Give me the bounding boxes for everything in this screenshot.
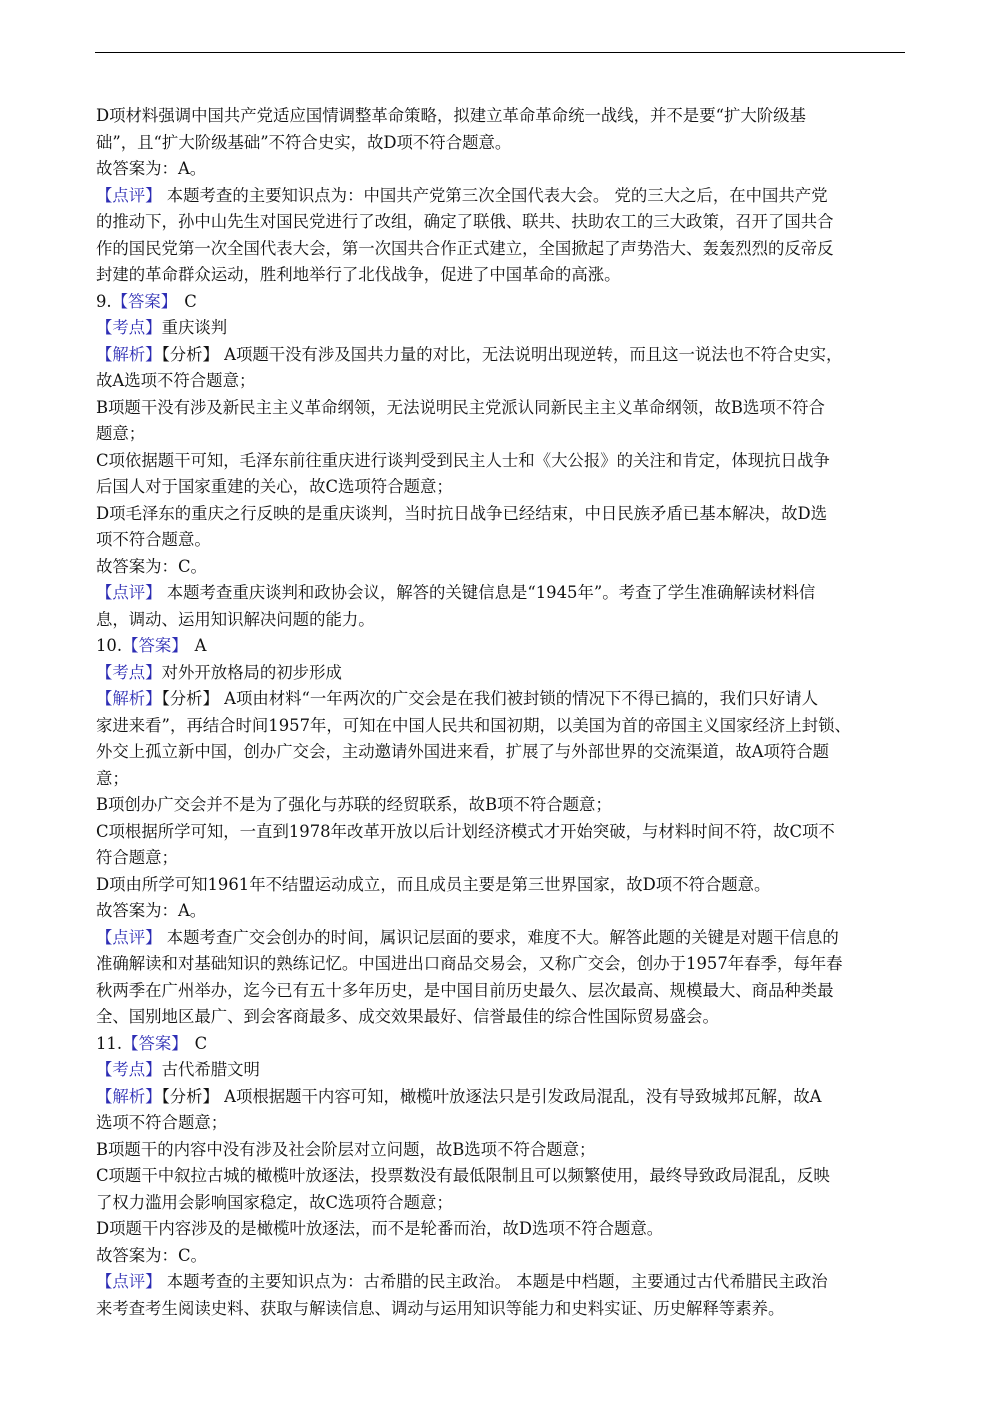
line-text: 来考查考生阅读史料、获取与解读信息、调动与运用知识等能力和史料实证、历史解释等素养。: [96, 1298, 785, 1318]
section-tag: 【答案】: [122, 1033, 188, 1053]
text-line: [96, 686, 904, 713]
line-text: 【分析】 A项根据题干内容可知，橄榄叶放逐法只是引发政局混乱，没有导致城邦瓦解，故A: [161, 1086, 822, 1106]
section-tag: 【考点】: [96, 318, 162, 337]
line-text: 家进来看”，再结合时间1957年，可知在中国人民共和国初期，以美国为首的帝国主义国家经济上封锁、: [96, 715, 851, 735]
line-text: 对外开放格局的初步形成: [161, 662, 342, 682]
line-text: 息，调动、运用知识解决问题的能力。: [96, 609, 375, 629]
line-text: 故答案为：A。: [96, 901, 207, 920]
line-text: C项题干中叙拉古城的橄榄叶放逐法，投票数没有最低限制且可以频繁使用，最终导致政局混乱，反映: [96, 1166, 830, 1185]
text-line: [96, 315, 904, 342]
answer-letter: C: [194, 1033, 208, 1053]
text-line: [96, 978, 904, 1005]
text-line: [96, 766, 904, 793]
line-text: B项题干没有涉及新民主主义革命纲领，无法说明民主党派认同新民主主义革命纲领，故B选项不符合: [96, 397, 825, 417]
line-text: 封建的革命群众运动，胜利地举行了北伐战争，促进了中国革命的高涨。: [96, 265, 621, 284]
text-line: [96, 395, 904, 422]
line-text: 的推动下，孙中山先生对国民党进行了改组，确定了联俄、联共、扶助农工的三大政策，召开了国共合: [96, 212, 834, 231]
line-text: 符合题意；: [96, 848, 178, 867]
line-text: D项题干内容涉及的是橄榄叶放逐法，而不是轮番而治，故D选项不符合题意。: [96, 1219, 664, 1238]
section-tag: 【点评】: [96, 1272, 162, 1291]
line-text: 选项不符合题意；: [96, 1113, 228, 1132]
line-text: 础”，且“扩大阶级基础”不符合史实，故D项不符合题意。: [96, 132, 512, 152]
line-text: D项由所学可知1961年不结盟运动成立，而且成员主要是第三世界国家，故D项不符合题意。: [96, 874, 771, 894]
line-text: C项依据题干可知，毛泽东前往重庆进行谈判受到民主人士和《大公报》的关注和肯定，体现抗日战争: [96, 450, 830, 470]
line-text: 重庆谈判: [161, 318, 228, 337]
text-line: [96, 792, 904, 819]
section-tag: 【解析】: [96, 344, 162, 364]
line-text: 外交上孤立新中国，创办广交会，主动邀请外国进来看，扩展了与外部世界的交流渠道，故A项符合题: [96, 742, 830, 761]
question-number: 10.: [96, 636, 123, 655]
header-rule: [95, 52, 905, 53]
line-text: 作的国民党第一次全国代表大会，第一次国共合作正式建立，全国掀起了声势浩大、轰轰烈烈的反帝反: [96, 238, 834, 258]
text-line: [96, 236, 904, 263]
line-text: 题意；: [96, 424, 146, 443]
text-line: [96, 1004, 904, 1031]
text-line: [96, 448, 904, 475]
line-text: 故答案为：A。: [96, 159, 207, 178]
text-line: [96, 368, 904, 395]
text-line: [96, 1269, 904, 1296]
text-line: [96, 1216, 904, 1243]
text-line: [96, 872, 904, 899]
line-text: B项题干的内容中没有涉及社会阶层对立问题，故B选项不符合题意；: [96, 1139, 596, 1159]
section-tag: 【点评】: [96, 185, 162, 205]
line-text: 全、国别地区最广、到会客商最多、成交效果最好、信誉最佳的综合性国际贸易盛会。: [96, 1007, 719, 1026]
line-text: 准确解读和对基础知识的熟练记忆。中国进出口商品交易会，又称广交会，创办于1957年春季，每年春: [96, 954, 843, 973]
section-tag: 【解析】: [96, 689, 162, 708]
line-text: 本题考查的主要知识点为：古希腊的民主政治。 本题是中档题，主要通过古代希腊民主政治: [161, 1272, 828, 1291]
text-line: [96, 1163, 904, 1190]
text-line: [96, 1057, 904, 1084]
text-line: [96, 342, 904, 369]
line-text: 本题考查重庆谈判和政协会议，解答的关键信息是“1945年”。考查了学生准确解读材料信: [161, 583, 816, 602]
section-tag: 【解析】: [96, 1086, 162, 1106]
line-text: 【分析】 A项由材料“一年两次的广交会是在我们被封锁的情况下不得已搞的，我们只好请人: [161, 689, 819, 708]
line-text: B项创办广交会并不是为了强化与苏联的经贸联系，故B项不符合题意；: [96, 795, 612, 814]
text-line: [96, 713, 904, 740]
line-text: 故A选项不符合题意；: [96, 371, 256, 390]
section-tag: 【点评】: [96, 583, 162, 602]
section-tag: 【点评】: [96, 927, 162, 947]
text-line: [96, 421, 904, 448]
section-tag: 【考点】: [96, 662, 162, 682]
line-text: C项根据所学可知，一直到1978年改革开放以后计划经济模式才开始突破，与材料时间不符，故C项不: [96, 821, 835, 841]
line-text: 项不符合题意。: [96, 530, 211, 549]
text-line: [96, 130, 904, 157]
text-line: [96, 554, 904, 581]
document-body: [96, 103, 904, 1322]
text-line: [96, 819, 904, 846]
section-tag: 【答案】: [111, 291, 178, 311]
text-line: [96, 739, 904, 766]
text-line: [96, 660, 904, 687]
text-line: [96, 580, 904, 607]
text-line: [96, 898, 904, 925]
text-line: [96, 1190, 904, 1217]
question-number: 9.: [96, 291, 112, 311]
text-line: [96, 633, 904, 660]
text-line: [96, 1137, 904, 1164]
text-line: [96, 951, 904, 978]
question-number: 11.: [96, 1033, 123, 1053]
line-text: 秋两季在广州举办，迄今已有五十多年历史，是中国目前历史最久、层次最高、规模最大、商品种类最: [96, 980, 834, 1000]
text-line: [96, 1084, 904, 1111]
text-line: [96, 183, 904, 210]
text-line: [96, 1243, 904, 1270]
line-text: 本题考查广交会创办的时间，属识记层面的要求，难度不大。解答此题的关键是对题干信息的: [161, 927, 839, 947]
line-text: D项毛泽东的重庆之行反映的是重庆谈判，当时抗日战争已经结束，中日民族矛盾已基本解决，故D选: [96, 503, 828, 523]
text-line: [96, 527, 904, 554]
text-line: [96, 607, 904, 634]
text-line: [96, 1110, 904, 1137]
section-tag: 【考点】: [96, 1060, 162, 1079]
text-line: [96, 925, 904, 952]
line-text: D项材料强调中国共产党适应国情调整革命策略，拟建立革命革命统一战线，并不是要“扩大阶级基: [96, 106, 806, 125]
line-text: 【分析】 A项题干没有涉及国共力量的对比，无法说明出现逆转，而且这一说法也不符合史实，: [161, 344, 843, 364]
line-text: 本题考查的主要知识点为：中国共产党第三次全国代表大会。 党的三大之后，在中国共产党: [161, 185, 828, 205]
text-line: [96, 156, 904, 183]
line-text: 古代希腊文明: [161, 1060, 260, 1079]
section-tag: 【答案】: [122, 636, 188, 655]
line-text: 故答案为：C。: [96, 1245, 207, 1265]
text-line: [96, 262, 904, 289]
line-text: 意；: [96, 768, 129, 788]
answer-letter: C: [184, 291, 197, 311]
text-line: [96, 1296, 904, 1323]
text-line: [96, 501, 904, 528]
text-line: [96, 474, 904, 501]
line-text: 后国人对于国家重建的关心，故C选项符合题意；: [96, 477, 453, 496]
text-line: [96, 845, 904, 872]
text-line: [96, 289, 904, 316]
text-line: [96, 103, 904, 130]
line-text: 故答案为：C。: [96, 556, 207, 576]
text-line: [96, 1031, 904, 1058]
answer-letter: A: [194, 636, 207, 655]
line-text: 了权力滥用会影响国家稳定，故C选项符合题意；: [96, 1192, 453, 1212]
text-line: [96, 209, 904, 236]
